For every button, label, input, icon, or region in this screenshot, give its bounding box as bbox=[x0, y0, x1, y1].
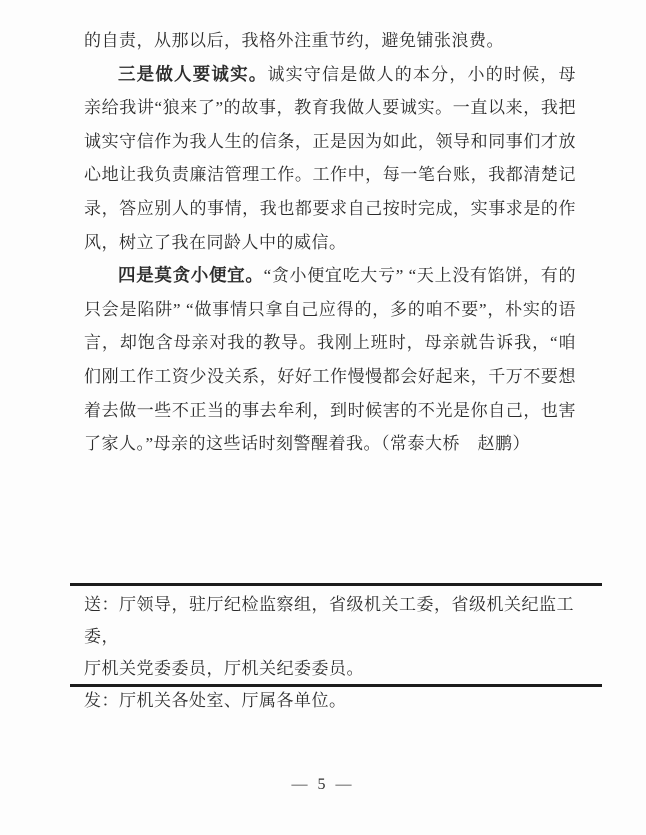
paragraph-lead-bold: 四是莫贪小便宜。 bbox=[118, 265, 264, 286]
separator-line-bottom bbox=[70, 684, 602, 687]
distribution-send-line-1: 送：厅领导，驻厅纪检监察组，省级机关工委，省级机关纪监工委， bbox=[84, 595, 574, 646]
distribution-block bbox=[84, 589, 590, 717]
paragraph-lead-bold: 三是做人要诚实。 bbox=[118, 63, 268, 84]
document-body bbox=[84, 24, 576, 461]
page-number: — 5 — bbox=[291, 776, 355, 793]
separator-line-top bbox=[70, 583, 602, 586]
paragraph-continuation bbox=[84, 24, 576, 58]
paragraph-text: 诚实守信是做人的本分，小的时候，母亲给我讲“狼来了”的故事，教育我做人要诚实。一直以来，我把诚实守信作为我人生的信条，正是因为如此，领导和同事们才放心地让我负责廉洁管理工作。工作中，每一笔台账，我都清楚记录，答应别人的事情，我也都要求自己按时完成，实事求是的作风，树立了我在同龄人中的威信。 bbox=[84, 64, 576, 252]
distribution-send-line-2: 厅机关党委委员，厅机关纪委委员。 bbox=[84, 659, 364, 678]
paragraph-text: 的自责，从那以后，我格外注重节约，避免铺张浪费。 bbox=[84, 31, 504, 50]
paragraph-text: “贪小便宜吃大亏” “天上没有馅饼，有的只会是陷阱” “做事情只拿自己应得的，多的咱不要”，朴实的语言，却饱含母亲对我的教导。我刚上班时，母亲就告诉我，“咱们刚工作工资少没关系，好好工作慢慢都会好起来，千万不要想着去做一些不正当的事去牟利，到时候害的不光是你自己，也害了家人。”母亲的这些话时刻警醒着我。（常泰大桥 赵鹏） bbox=[84, 266, 577, 454]
paragraph-point-three bbox=[84, 58, 576, 260]
paragraph-point-four bbox=[84, 259, 576, 461]
distribution-issue-line: 发：厅机关各处室、厅属各单位。 bbox=[84, 691, 347, 710]
